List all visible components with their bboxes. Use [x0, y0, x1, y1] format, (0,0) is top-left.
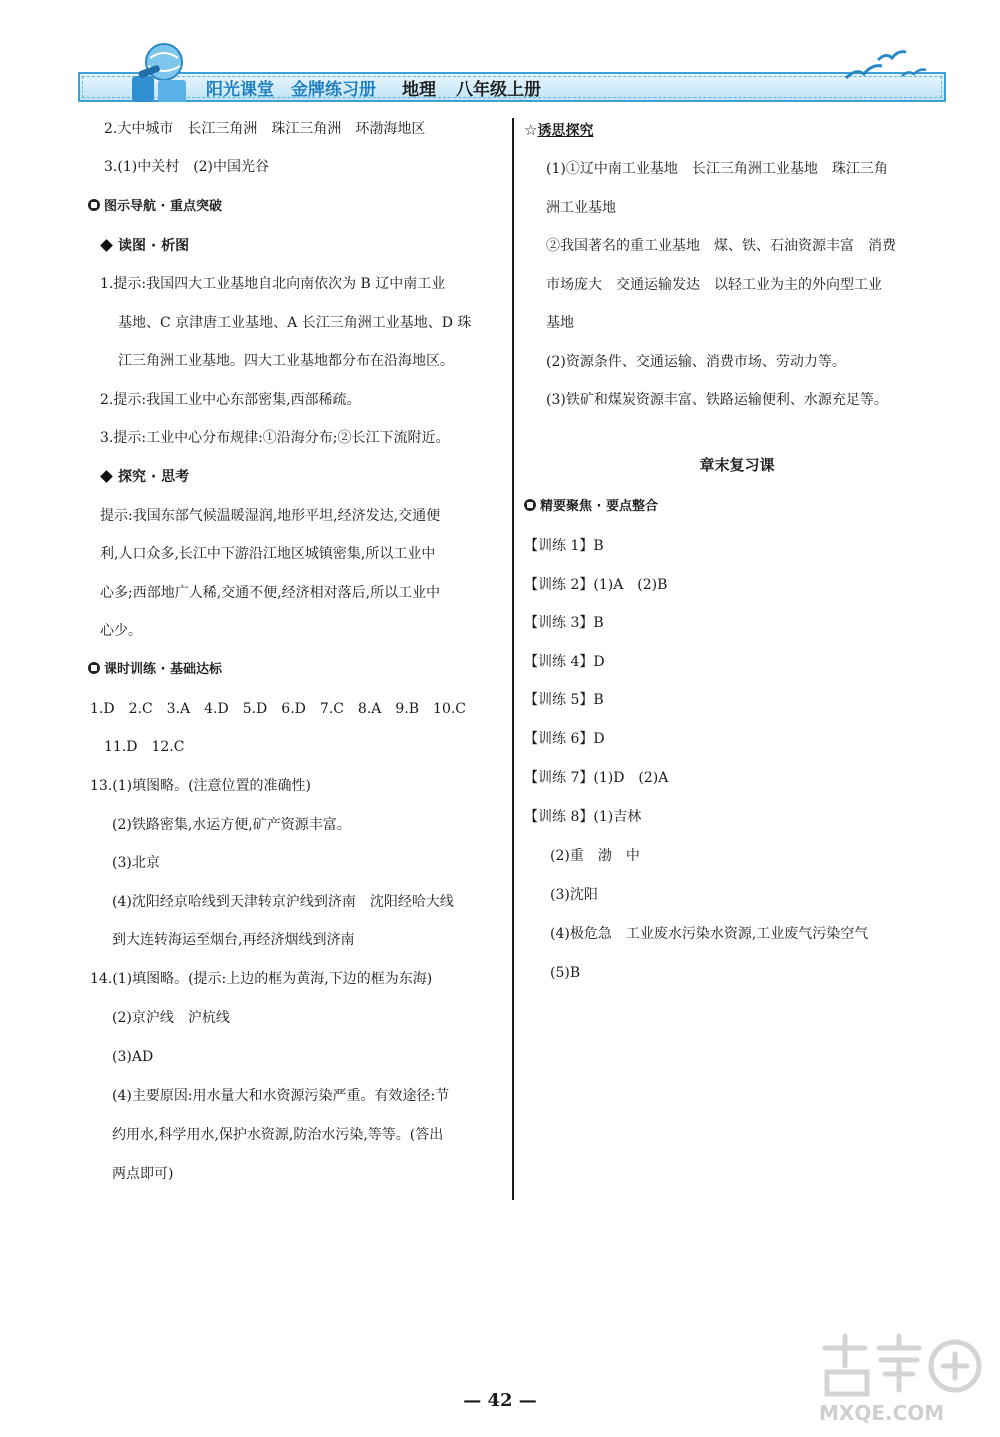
answer-line: (2)重 渤 中: [550, 848, 640, 864]
watermark-logo: [815, 1328, 985, 1428]
answer-line: 11.D 12.C: [104, 739, 185, 755]
grade-title: 八年级上册: [456, 80, 541, 100]
chapter-review-title: 章末复习课: [699, 456, 775, 474]
answer-line: 市场庞大 交通运输发达 以轻工业为主的外向型工业: [546, 277, 882, 293]
answer-line: 约用水,科学用水,保护水资源,防治水污染,等等。(答出: [112, 1127, 444, 1143]
answer-line: 3.(1)中关村 (2)中国光谷: [104, 159, 270, 175]
subsection-heading: 读图 · 析图: [100, 237, 189, 255]
answer-line: (3)北京: [112, 855, 160, 871]
answer-line: (4)沈阳经京哈线到天津转京沪线到济南 沈阳经哈大线: [112, 894, 454, 910]
answer-line: (5)B: [550, 965, 581, 981]
answer-line: 到大连转海运至烟台,再经济烟线到济南: [112, 932, 355, 948]
answer-line: (1)①辽中南工业基地 长江三角洲工业基地 珠江三角: [546, 161, 888, 177]
answer-line: (3)沈阳: [550, 887, 598, 903]
answer-line: (3)铁矿和煤炭资源丰富、铁路运输便利、水源充足等。: [546, 392, 888, 408]
training-answer: 【训练 3】B: [524, 615, 604, 631]
subsection-heading: 探究 · 思考: [100, 468, 189, 486]
answer-line: 提示:我国东部气候温暖湿润,地形平坦,经济发达,交通便: [100, 508, 441, 524]
answer-line: 洲工业基地: [546, 200, 616, 216]
answer-line: 13.(1)填图略。(注意位置的准确性): [90, 778, 312, 794]
seagulls-icon: [842, 50, 932, 84]
answer-line: (2)资源条件、交通运输、消费市场、劳动力等。: [546, 354, 846, 370]
section-heading: 课时训练 · 基础达标: [88, 661, 222, 679]
svg-text:MXQE.COM: MXQE.COM: [819, 1401, 945, 1425]
training-answer: 【训练 2】(1)A (2)B: [524, 577, 668, 593]
answer-line: 江三角洲工业基地。四大工业基地都分布在沿海地区。: [118, 353, 454, 369]
answer-line: (4)主要原因:用水量大和水资源污染严重。有效途径:节: [112, 1088, 450, 1104]
answer-line: 两点即可): [112, 1166, 174, 1182]
answer-line: (4)极危急 工业废水污染水资源,工业废气污染空气: [550, 926, 869, 942]
answer-line: 1.提示:我国四大工业基地自北向南依次为 B 辽中南工业: [100, 276, 446, 292]
subject-title: 地理: [402, 80, 436, 100]
answer-line: (2)铁路密集,水运方便,矿产资源丰富。: [112, 817, 351, 833]
training-answer: 【训练 1】B: [524, 538, 604, 554]
diamond-bullet-icon: [100, 470, 113, 483]
section-heading: 精要聚焦 · 要点整合: [524, 498, 658, 516]
answer-line: 2.大中城市 长江三角洲 珠江三角洲 环渤海地区: [104, 121, 426, 137]
page-header: [78, 72, 946, 106]
answer-line: ②我国著名的重工业基地 煤、铁、石油资源丰富 消费: [546, 238, 896, 254]
star-icon: ☆: [524, 121, 538, 139]
training-answer: 【训练 5】B: [524, 692, 604, 708]
answer-line: (2)京沪线 沪杭线: [112, 1010, 230, 1026]
answer-line: 利,人口众多,长江中下游沿江地区城镇密集,所以工业中: [100, 546, 436, 562]
answer-line: 心少。: [100, 623, 142, 639]
answer-line: 2.提示:我国工业中心东部密集,西部稀疏。: [100, 392, 361, 408]
answer-line: 基地: [546, 315, 574, 331]
answer-line: 基地、C 京津唐工业基地、A 长江三角洲工业基地、D 珠: [118, 315, 472, 331]
page-number: — 42 —: [463, 1390, 537, 1411]
section-badge-icon: [88, 662, 100, 674]
column-divider: [512, 118, 514, 1200]
series-title: 阳光课堂 金牌练习册: [206, 80, 376, 100]
answer-line: 心多;西部地广人稀,交通不便,经济相对落后,所以工业中: [100, 585, 441, 601]
section-badge-icon: [524, 499, 536, 511]
header-title: [206, 75, 541, 100]
section-heading: 图示导航 · 重点突破: [88, 198, 222, 216]
answer-line: 14.(1)填图略。(提示:上边的框为黄海,下边的框为东海): [90, 971, 433, 987]
inquiry-tag: ☆诱思探究: [524, 121, 594, 139]
answer-line: 3.提示:工业中心分布规律:①沿海分布;②长江下流附近。: [100, 430, 450, 446]
training-answer: 【训练 8】(1)吉林: [524, 809, 642, 825]
training-answer: 【训练 4】D: [524, 654, 605, 670]
section-badge-icon: [88, 199, 100, 211]
answer-line: (3)AD: [112, 1049, 154, 1065]
training-answer: 【训练 7】(1)D (2)A: [524, 770, 669, 786]
diamond-bullet-icon: [100, 239, 113, 252]
answer-line: 1.D 2.C 3.A 4.D 5.D 6.D 7.C 8.A 9.B 10.C: [90, 701, 467, 717]
training-answer: 【训练 6】D: [524, 731, 605, 747]
globe-telescope-logo: [124, 40, 194, 106]
